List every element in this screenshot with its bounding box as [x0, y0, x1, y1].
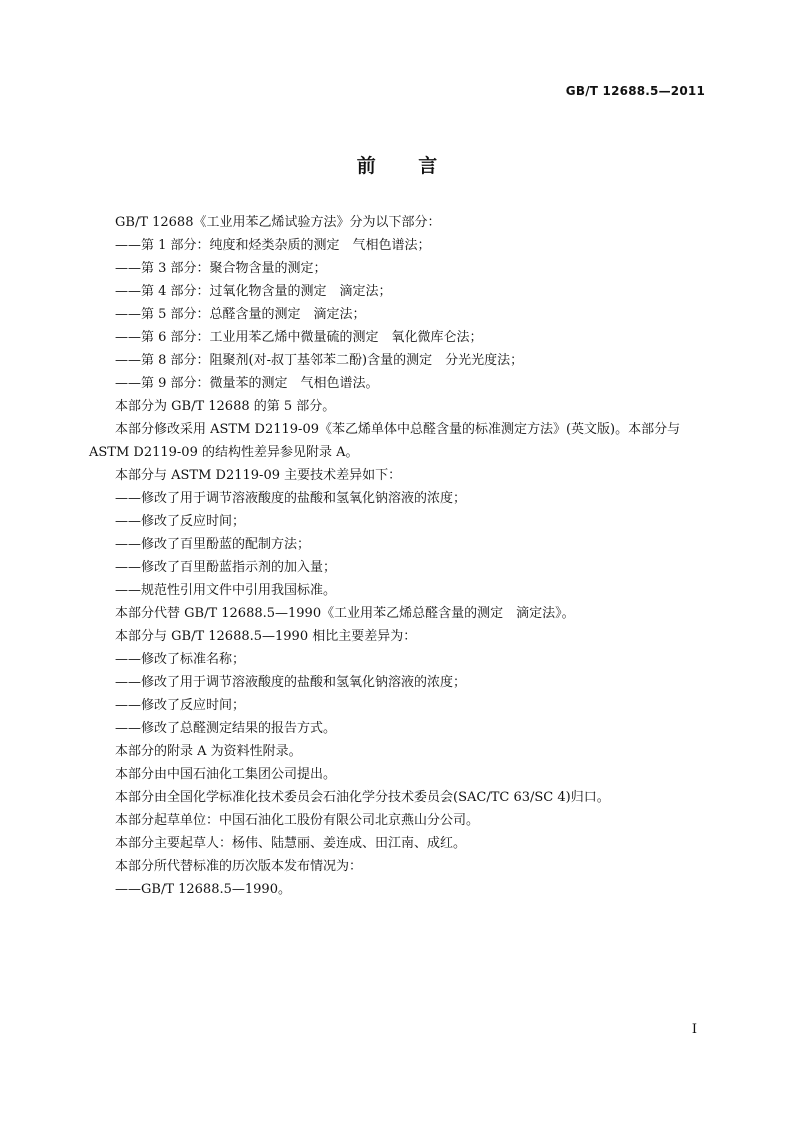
list-item: ——第 3 部分：聚合物含量的测定； [115, 261, 327, 276]
list-item: ——第 8 部分：阻聚剂(对-叔丁基邻苯二酚)含量的测定 分光光度法； [115, 353, 524, 368]
paragraph: GB/T 12688《工业用苯乙烯试验方法》分为以下部分： [115, 215, 441, 230]
list-item: ——第 9 部分：微量苯的测定 气相色谱法。 [115, 376, 379, 391]
list-item: ——修改了用于调节溶液酸度的盐酸和氢氧化钠溶液的浓度； [115, 491, 467, 506]
paragraph: 本部分由全国化学标准化技术委员会石油化学分技术委员会(SAC/TC 63/SC 4)归口。 [115, 790, 610, 805]
paragraph: 本部分与 ASTM D2119-09 主要技术差异如下： [115, 468, 402, 483]
list-item: ——第 6 部分：工业用苯乙烯中微量硫的测定 氧化微库仑法； [115, 330, 483, 345]
list-item: ——GB/T 12688.5—1990。 [115, 882, 291, 897]
paragraph: 本部分由中国石油化工集团公司提出。 [115, 767, 337, 782]
paragraph: 本部分代替 GB/T 12688.5—1990《工业用苯乙烯总醛含量的测定 滴定法》。 [115, 606, 575, 621]
list-item: ——第 1 部分：纯度和烃类杂质的测定 气相色谱法； [115, 238, 431, 253]
list-item: ——修改了反应时间； [115, 698, 246, 713]
list-item: ——修改了百里酚蓝的配制方法； [115, 537, 311, 552]
paragraph: 本部分主要起草人：杨伟、陆慧丽、姜连成、田江南、成红。 [115, 836, 467, 851]
standard-code: GB/T 12688.5—2011 [565, 84, 705, 98]
list-item: ——第 4 部分：过氧化物含量的测定 滴定法； [115, 284, 392, 299]
paragraph: 本部分修改采用 ASTM D2119-09《苯乙烯单体中总醛含量的标准测定方法》(英文版)。本部分与 ASTM D2119-09 的结构性差异参见附录 A。 [89, 422, 681, 460]
paragraph: 本部分为 GB/T 12688 的第 5 部分。 [115, 399, 336, 414]
list-item: ——修改了总醛测定结果的报告方式。 [115, 721, 337, 736]
list-item: ——规范性引用文件中引用我国标准。 [115, 583, 337, 598]
list-item: ——修改了用于调节溶液酸度的盐酸和氢氧化钠溶液的浓度； [115, 675, 467, 690]
paragraph: 本部分的附录 A 为资料性附录。 [115, 744, 302, 759]
foreword-body [89, 211, 705, 901]
list-item: ——修改了反应时间； [115, 514, 246, 529]
page-title: 前 言 [356, 155, 438, 177]
list-item: ——第 5 部分：总醛含量的测定 滴定法； [115, 307, 366, 322]
list-item: ——修改了百里酚蓝指示剂的加入量； [115, 560, 337, 575]
list-item: ——修改了标准名称； [115, 652, 246, 667]
paragraph: 本部分与 GB/T 12688.5—1990 相比主要差异为： [115, 629, 417, 644]
paragraph: 本部分起草单位：中国石油化工股份有限公司北京燕山分公司。 [115, 813, 480, 828]
paragraph: 本部分所代替标准的历次版本发布情况为： [115, 859, 363, 874]
page-number: I [691, 1022, 697, 1037]
